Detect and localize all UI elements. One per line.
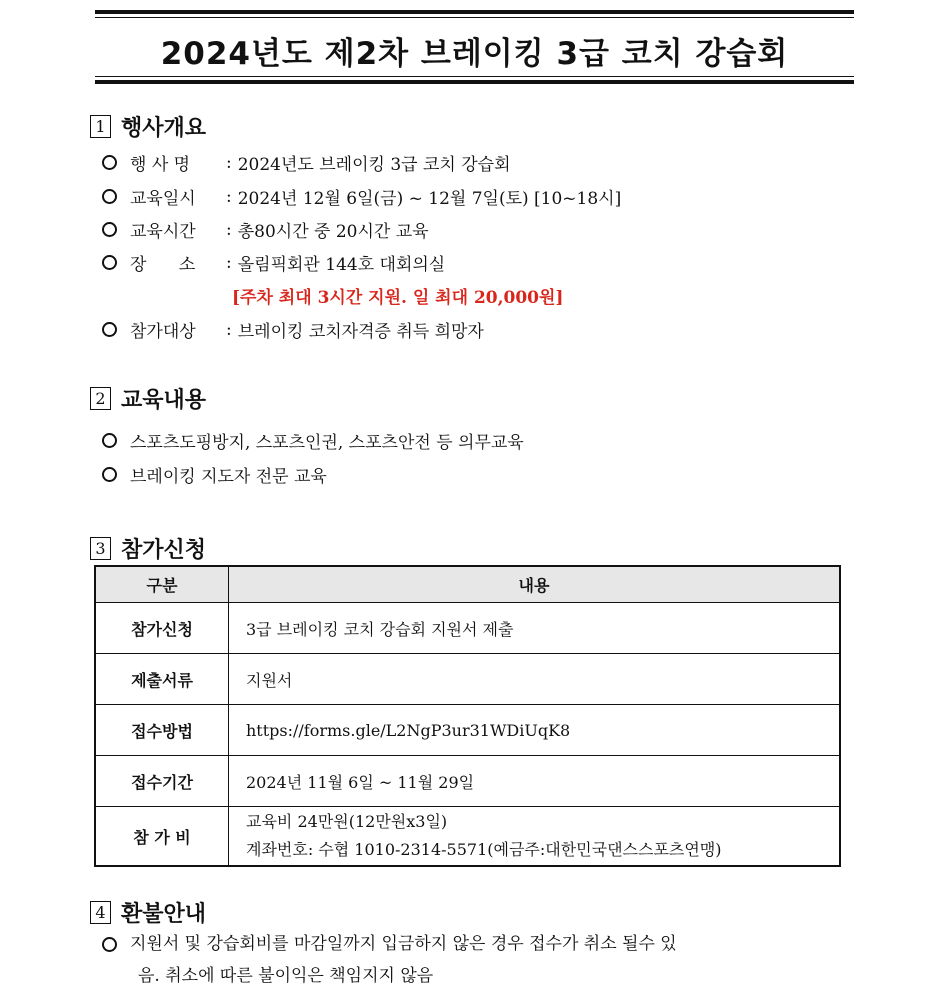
section-3-heading [90,533,206,564]
circle-bullet-icon [102,467,117,482]
overview-row-venue: 장 소 : 올림픽회관 144호 대회의실 [102,250,445,275]
table-row: 제출서류 지원서 [95,654,840,705]
circle-bullet-icon [102,433,117,448]
table-header-row [95,566,840,603]
section-number: 4 [90,901,111,924]
table-row: 접수방법 https://forms.gle/L2NgP3ur31WDiUqK8 [95,705,840,756]
section-title: 교육내용 [121,388,207,413]
account-line: 계좌번호: 수협 1010-2314-5571(예금주:대한민국댄스스포츠연맹) [246,840,722,859]
table-header: 내용 [229,566,841,603]
section-number: 1 [90,115,111,138]
content-item: 브레이킹 지도자 전문 교육 [102,462,327,487]
circle-bullet-icon [102,937,117,952]
table-row: 접수기간 2024년 11월 6일 ~ 11월 29일 [95,756,840,807]
section-2-heading [90,383,206,414]
table-row: 참 가 비 교육비 24만원(12만원x3일) 계좌번호: 수협 1010-2314-5571(예금주:대한민국댄스스포츠연맹) [95,807,840,867]
application-table [94,565,841,867]
circle-bullet-icon [102,322,117,337]
overview-row-date: 교육일시 : 2024년 12월 6일(금) ~ 12월 7일(토) [10~18시] [102,184,621,209]
title-box [95,10,854,84]
refund-notice: 지원서 및 강습회비를 마감일까지 입금하지 않은 경우 접수가 취소 될수 있 음. 취소에 따른 불이익은 책임지지 않음 [102,928,862,992]
circle-bullet-icon [102,189,117,204]
parking-note: [주차 최대 3시간 지원. 일 최대 20,000원] [232,288,564,308]
table-header: 구분 [95,566,229,603]
section-title: 참가신청 [121,538,207,563]
circle-bullet-icon [102,155,117,170]
overview-row-hours: 교육시간 : 총80시간 중 20시간 교육 [102,217,429,242]
section-1-heading [90,111,206,142]
form-link[interactable]: https://forms.gle/L2NgP3ur31WDiUqK8 [229,705,841,756]
section-4-heading [90,897,206,928]
fee-line: 교육비 24만원(12만원x3일) [246,812,448,831]
page-title: 2024년도 제2차 브레이킹 3급 코치 강습회 [160,36,789,72]
overview-row-target: 참가대상 : 브레이킹 코치자격증 취득 희망자 [102,317,484,342]
table-row: 참가신청 3급 브레이킹 코치 강습회 지원서 제출 [95,603,840,654]
section-number: 2 [90,387,111,410]
section-title: 환불안내 [121,902,207,927]
circle-bullet-icon [102,255,117,270]
content-item: 스포츠도핑방지, 스포츠인권, 스포츠안전 등 의무교육 [102,428,524,453]
section-title: 행사개요 [121,116,207,141]
overview-row-event-name: 행 사 명 : 2024년도 브레이킹 3급 코치 강습회 [102,150,511,175]
section-number: 3 [90,537,111,560]
circle-bullet-icon [102,222,117,237]
